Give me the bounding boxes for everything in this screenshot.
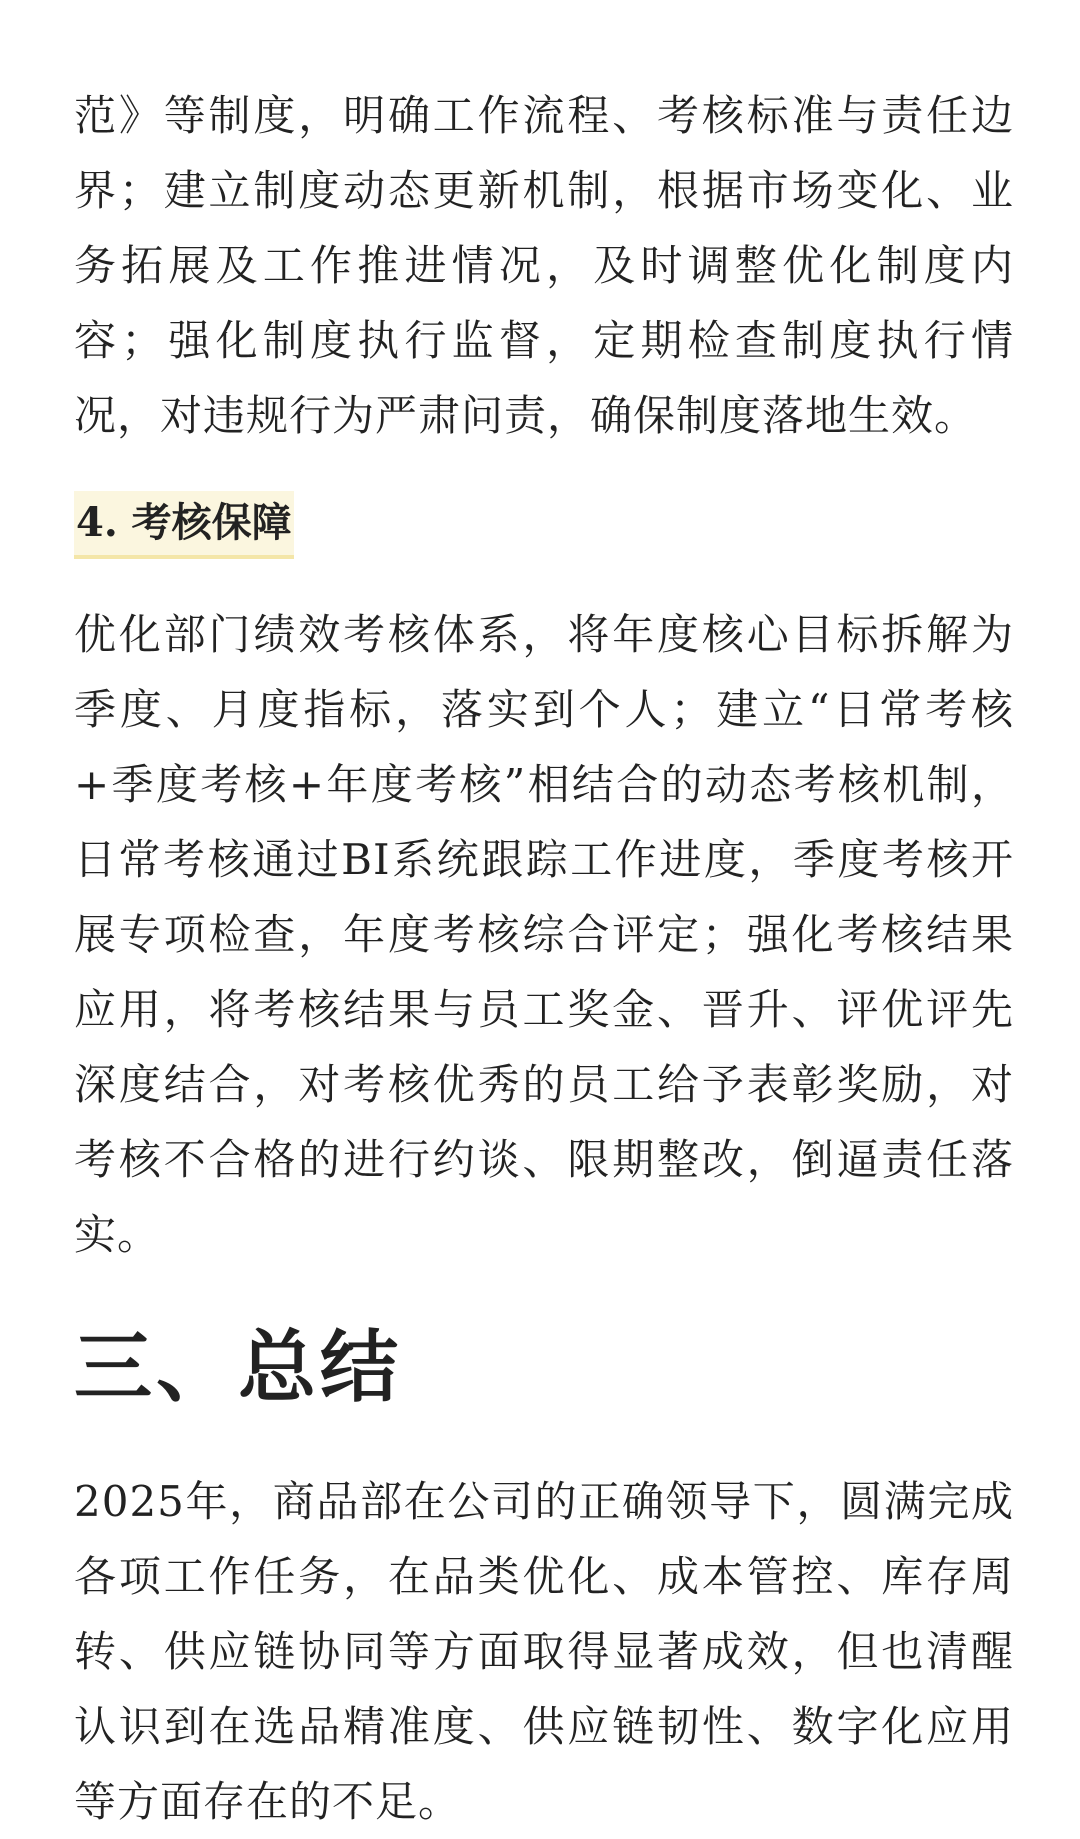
subheading-assessment: 4. 考核保障: [74, 491, 294, 559]
intro-paragraph: 范》等制度，明确工作流程、考核标准与责任边界；建立制度动态更新机制，根据市场变化、业务拓展及工作推进情况，及时调整优化制度内容；强化制度执行监督，定期检查制度执行情况，对违规行为严肃问责，确保制度落地生效。: [74, 91, 1014, 440]
assessment-paragraph: 优化部门绩效考核体系，将年度核心目标拆解为季度、月度指标，落实到个人；建立“日常考核+季度考核+年度考核”相结合的动态考核机制，日常考核通过BI系统跟踪工作进度，季度考核开展专项检查，年度考核综合评定；强化考核结果应用，将考核结果与员工奖金、晋升、评优评先深度结合，对考核优秀的员工给予表彰奖励，对考核不合格的进行约谈、限期整改，倒逼责任落实。: [74, 610, 1014, 1259]
summary-paragraph: 2025年，商品部在公司的正确领导下，圆满完成各项工作任务，在品类优化、成本管控、库存周转、供应链协同等方面取得显著成效，但也清醒认识到在选品精准度、供应链韧性、数字化应用等方面存在的不足。: [74, 1477, 1014, 1826]
section-heading-summary: 三、总结: [74, 1322, 403, 1413]
document-body: [74, 0, 1014, 1839]
subheading-container: [74, 491, 1014, 563]
